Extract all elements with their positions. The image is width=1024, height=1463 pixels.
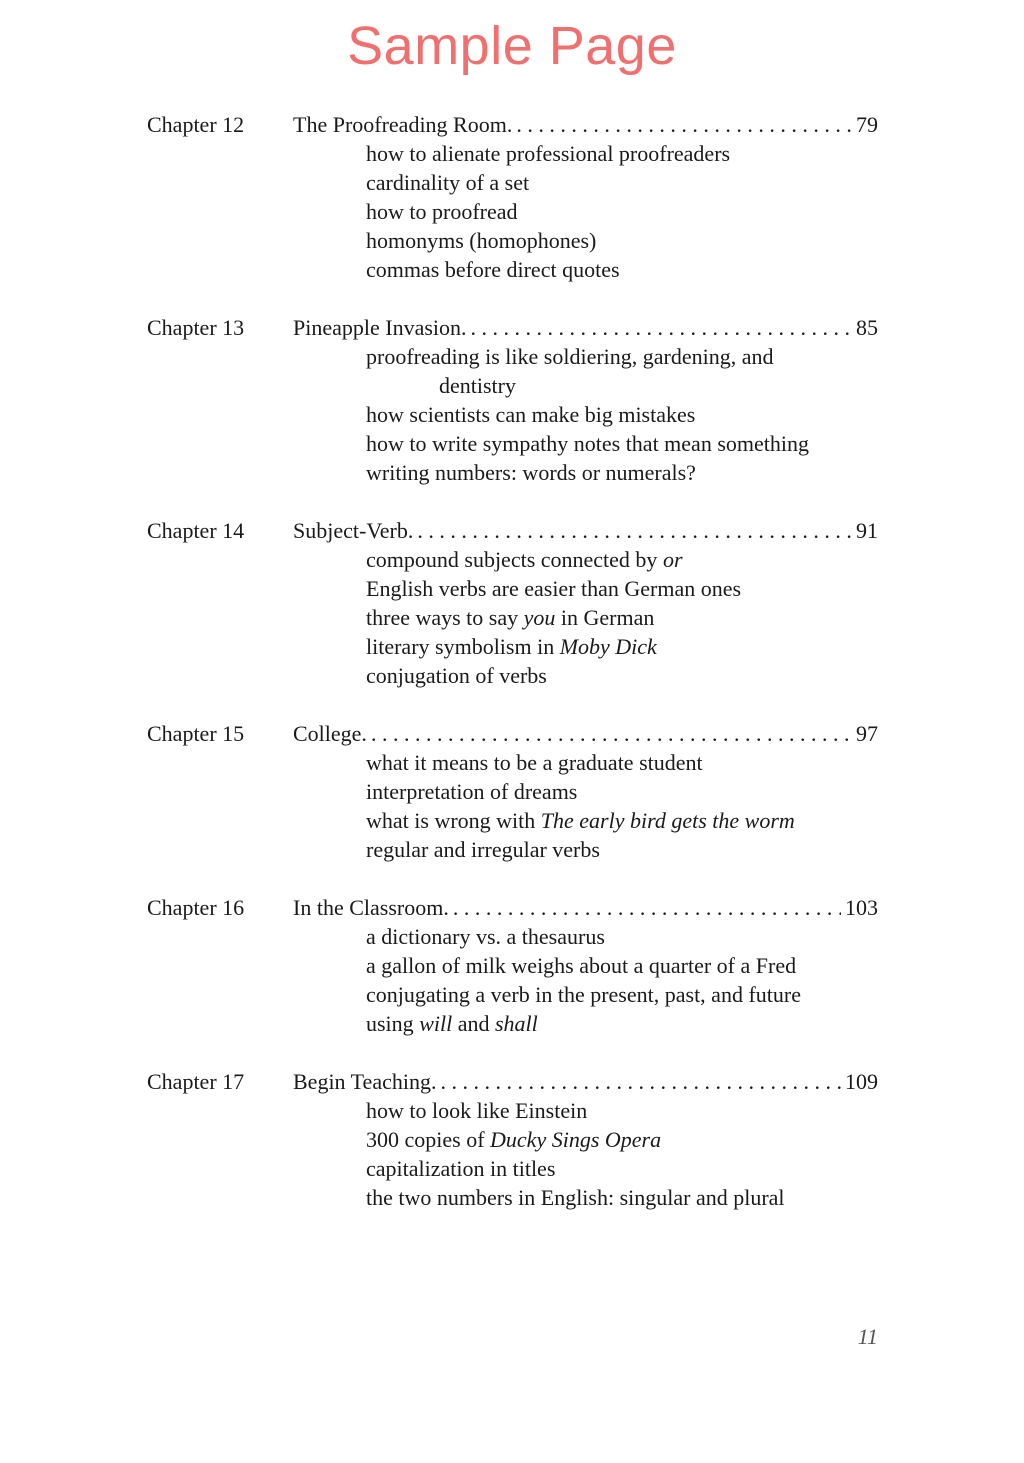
topic-line: cardinality of a set xyxy=(366,170,530,195)
chapter-heading-line xyxy=(147,516,878,545)
topic-line: what it means to be a graduate student xyxy=(366,750,703,775)
chapter-title: The Proofreading Room. xyxy=(293,112,513,137)
topic-line: conjugating a verb in the present, past, and future xyxy=(366,982,801,1007)
chapter-page-number: 97 xyxy=(856,721,878,746)
chapter-title: Begin Teaching. xyxy=(293,1069,437,1094)
topic-line: dentistry xyxy=(439,373,516,398)
dot-leader xyxy=(413,516,852,545)
topic-text: compound subjects connected by xyxy=(366,547,663,572)
chapter-heading-line xyxy=(147,1067,878,1096)
topic-line xyxy=(147,603,878,632)
chapter-entry xyxy=(147,516,878,690)
chapter-entry xyxy=(147,110,878,284)
topic-line: commas before direct quotes xyxy=(366,257,620,282)
topic-line: a dictionary vs. a thesaurus xyxy=(366,924,605,949)
topic-text: using xyxy=(366,1011,420,1036)
dot-leader xyxy=(367,719,852,748)
chapter-page-number: 79 xyxy=(856,112,878,137)
chapter-label: Chapter 12 xyxy=(147,112,245,137)
chapter-heading-line xyxy=(147,719,878,748)
topic-italic-text: will xyxy=(419,1011,453,1036)
chapter-label: Chapter 16 xyxy=(147,895,245,920)
topic-line xyxy=(147,806,878,835)
chapter-label: Chapter 14 xyxy=(147,518,245,543)
topic-text: what is wrong with xyxy=(366,808,541,833)
topic-line: regular and irregular verbs xyxy=(366,837,600,862)
sample-page-watermark: Sample Page xyxy=(347,16,677,76)
table-of-contents xyxy=(147,110,878,1241)
chapter-title: Pineapple Invasion. xyxy=(293,315,467,340)
dot-leader xyxy=(512,110,852,139)
topic-line: capitalization in titles xyxy=(366,1156,556,1181)
topic-text: literary symbolism in xyxy=(366,634,560,659)
chapter-entry xyxy=(147,893,878,1038)
topic-line: homonyms (homophones) xyxy=(366,228,597,253)
chapter-label: Chapter 13 xyxy=(147,315,245,340)
topic-line: writing numbers: words or numerals? xyxy=(366,460,696,485)
topic-line xyxy=(147,632,878,661)
topic-line xyxy=(147,545,878,574)
chapter-title: College. xyxy=(293,721,367,746)
topic-line: how to proofread xyxy=(366,199,518,224)
chapter-title: In the Classroom. xyxy=(293,895,449,920)
chapter-title: Subject-Verb. xyxy=(293,518,414,543)
topic-italic-text: The early bird gets the worm xyxy=(540,808,795,833)
chapter-heading-line xyxy=(147,110,878,139)
topic-line: how to alienate professional proofreaders xyxy=(366,141,731,166)
topic-line: English verbs are easier than German ones xyxy=(366,576,742,601)
topic-italic-text: you xyxy=(523,605,556,630)
topic-text: 300 copies of xyxy=(366,1127,491,1152)
topic-italic-text: shall xyxy=(494,1011,538,1036)
topic-italic-text: or xyxy=(662,547,683,572)
topic-line xyxy=(147,1125,878,1154)
chapter-page-number: 109 xyxy=(845,1069,878,1094)
chapter-label: Chapter 15 xyxy=(147,721,245,746)
chapter-heading-line xyxy=(147,313,878,342)
topic-line: interpretation of dreams xyxy=(366,779,578,804)
topic-italic-text: Ducky Sings Opera xyxy=(490,1127,662,1152)
dot-leader xyxy=(467,313,852,342)
topic-line xyxy=(147,1009,878,1038)
topic-line: conjugation of verbs xyxy=(366,663,547,688)
topic-italic-text: Moby Dick xyxy=(559,634,657,659)
topic-line: the two numbers in English: singular and plural xyxy=(366,1185,785,1210)
topic-line: how to write sympathy notes that mean something xyxy=(366,431,809,456)
topic-line: a gallon of milk weighs about a quarter of a Fred xyxy=(366,953,797,978)
chapter-page-number: 91 xyxy=(856,518,878,543)
chapter-page-number: 85 xyxy=(856,315,878,340)
chapter-entry xyxy=(147,1067,878,1212)
topic-line: how to look like Einstein xyxy=(366,1098,588,1123)
chapter-label: Chapter 17 xyxy=(147,1069,245,1094)
chapter-heading-line xyxy=(147,893,878,922)
chapter-entry xyxy=(147,719,878,864)
topic-text: in German xyxy=(555,605,655,630)
topic-text: and xyxy=(452,1011,495,1036)
topic-line: proofreading is like soldiering, gardening, and xyxy=(366,344,774,369)
topic-text: three ways to say xyxy=(366,605,524,630)
page-number: 11 xyxy=(857,1324,878,1349)
dot-leader xyxy=(449,893,841,922)
dot-leader xyxy=(436,1067,841,1096)
topic-line: how scientists can make big mistakes xyxy=(366,402,696,427)
chapter-page-number: 103 xyxy=(845,895,878,920)
chapter-entry xyxy=(147,313,878,487)
